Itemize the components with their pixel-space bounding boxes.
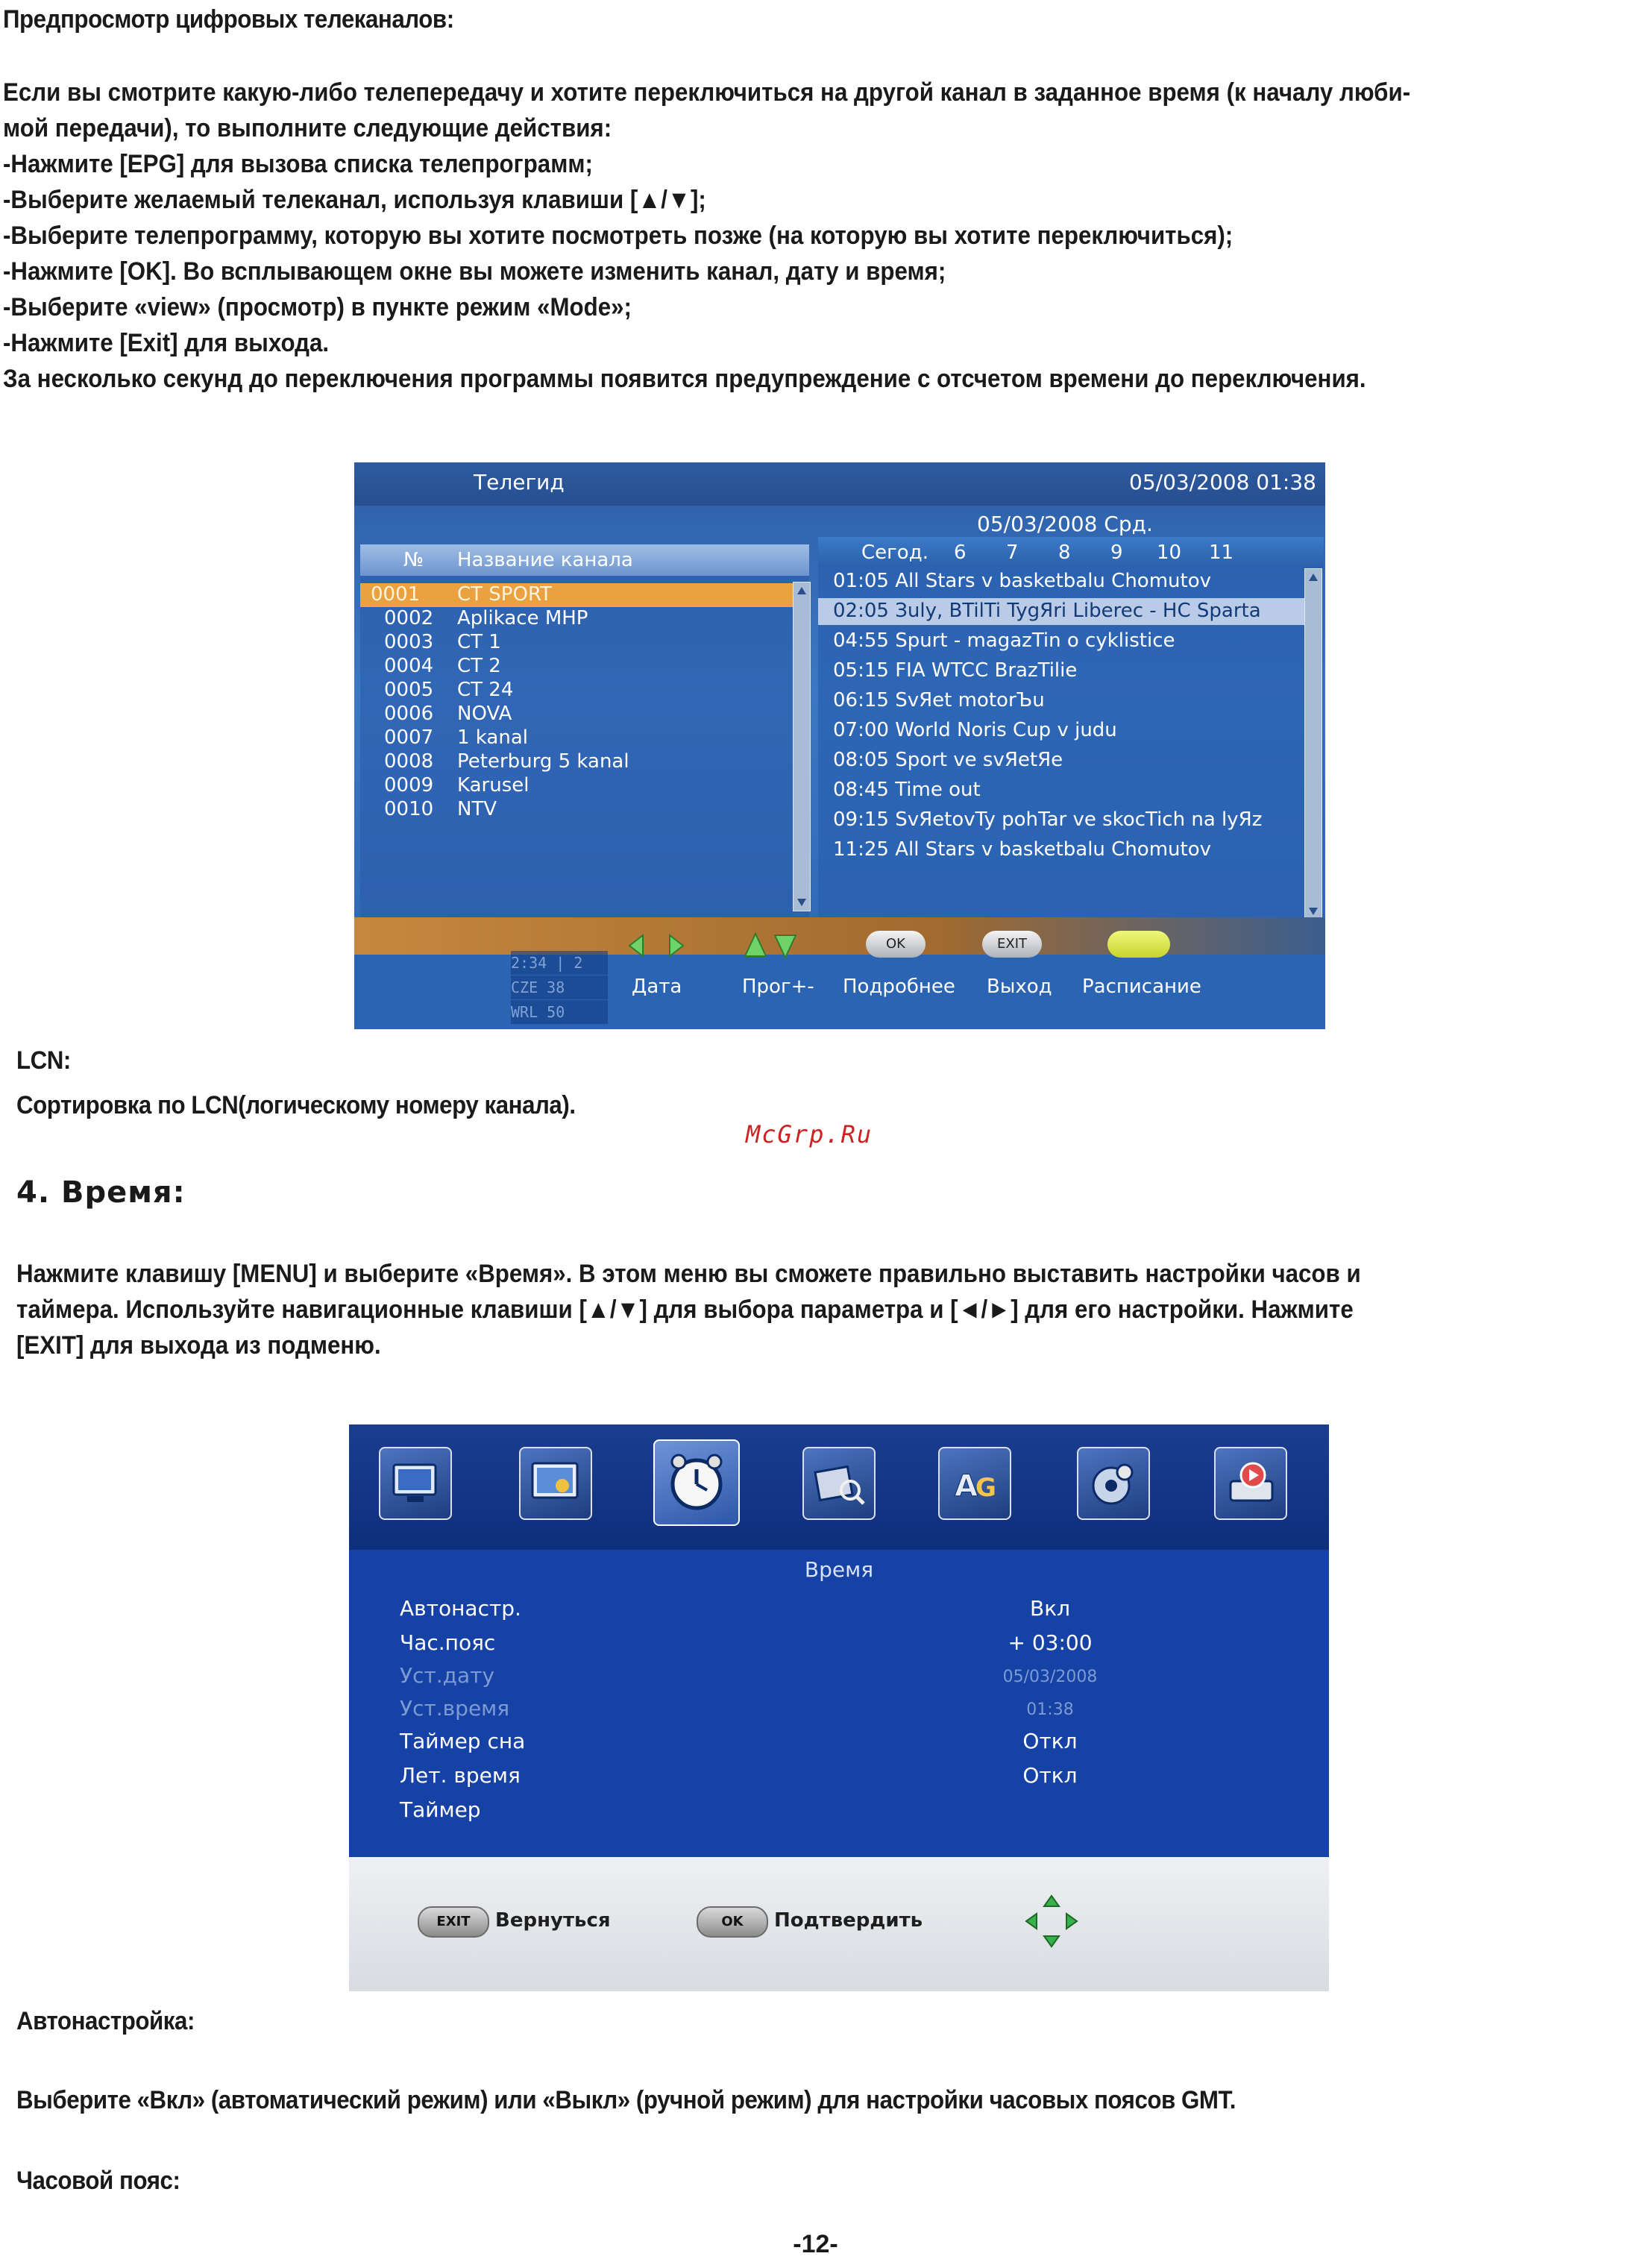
scroll-arrows-icon — [793, 582, 810, 911]
instruction-line: -Нажмите [OK]. Во всплывающем окне вы можете изменить канал, дату и время; — [3, 257, 946, 286]
channel-row[interactable]: 0004 CT 2 — [384, 655, 501, 677]
epg-selected-date: 05/03/2008 Срд. — [977, 512, 1153, 536]
instruction-line: -Выберите телепрограмму, которую вы хотите посмотреть позже (на которую вы хотите переключиться); — [3, 222, 1234, 250]
help-label-date: Дата — [632, 976, 682, 998]
instruction-line: -Выберите «view» (просмотр) в пункте режим «Mode»; — [3, 293, 632, 321]
help-label-prog: Прог+- — [742, 976, 814, 998]
program-scrollbar[interactable] — [1304, 568, 1322, 920]
return-label: Вернуться — [495, 1909, 611, 1932]
day-tabs — [818, 537, 1324, 565]
menu-value-dst[interactable]: Откл — [1022, 1763, 1078, 1788]
day-tab[interactable]: 6 — [954, 541, 967, 564]
menu-item-set-date: Уст.дату — [400, 1663, 495, 1688]
menu-item-set-time: Уст.время — [400, 1696, 510, 1721]
auto-setting-text: Выберите «Вкл» (автоматический режим) или «Выкл» (ручной режим) для настройки часовых поясов GMT. — [16, 2086, 1236, 2114]
menu-value-sleep-timer[interactable]: Откл — [1022, 1729, 1078, 1753]
up-down-arrows-icon — [741, 931, 800, 961]
picture-settings-icon[interactable] — [519, 1447, 592, 1520]
channel-row[interactable]: 0010 NTV — [384, 798, 497, 820]
channel-row[interactable]: 0001 CT SPORT — [360, 583, 793, 607]
program-list — [818, 537, 1324, 925]
page-number: -12- — [793, 2230, 838, 2258]
section-heading-time: 4. Время: — [16, 1175, 186, 1210]
parental-lock-icon[interactable] — [938, 1447, 1011, 1520]
program-row[interactable]: 09:15 SvЯetovTy pohTar ve skocTich na lyЯz — [833, 808, 1263, 831]
clock-icon[interactable] — [653, 1439, 740, 1526]
ok-button[interactable]: OK — [866, 931, 926, 958]
scroll-arrows-icon — [1305, 569, 1322, 920]
program-row[interactable]: 07:00 World Noris Cup v judu — [833, 719, 1117, 741]
day-tab[interactable]: Сегод. — [861, 541, 928, 564]
instruction-line: [EXIT] для выхода из подменю. — [16, 1331, 381, 1360]
instruction-line: Нажмите клавишу [MENU] и выберите «Время». В этом меню вы сможете правильно выставить настройки часов и — [16, 1260, 1361, 1288]
channel-row[interactable]: 0009 Karusel — [384, 774, 529, 797]
exit-button[interactable]: EXIT — [982, 931, 1042, 958]
day-tab[interactable]: 7 — [1006, 541, 1019, 564]
day-tab[interactable]: 9 — [1110, 541, 1123, 564]
time-menu-panel — [349, 1550, 1329, 1857]
time-menu-help-bar — [349, 1857, 1329, 1991]
menu-item-dst[interactable]: Лет. время — [400, 1763, 521, 1788]
menu-item-sleep-timer[interactable]: Таймер сна — [400, 1729, 526, 1753]
channel-row[interactable]: 0007 1 kanal — [384, 726, 528, 749]
instruction-line: За несколько секунд до переключения программы появится предупреждение с отсчетом времени до переключения. — [3, 365, 1366, 393]
epg-title: Телегид — [474, 470, 565, 494]
lcn-heading: LCN: — [16, 1046, 71, 1075]
program-row[interactable]: 08:05 Sport ve svЯetЯe — [833, 749, 1063, 771]
instruction-line: -Нажмите [EPG] для вызова списка телепрограмм; — [3, 150, 593, 178]
section-heading-preview: Предпросмотр цифровых телеканалов: — [3, 5, 454, 34]
program-row[interactable]: 08:45 Time out — [833, 779, 981, 801]
time-menu-screenshot — [349, 1424, 1329, 1991]
day-tab[interactable]: 10 — [1157, 541, 1182, 564]
help-label-exit: Выход — [987, 976, 1052, 998]
lcn-text: Сортировка по LCN(логическому номеру канала). — [16, 1091, 576, 1119]
program-row[interactable]: 06:15 SvЯet motorЪu — [833, 689, 1045, 712]
svg-text:G: G — [975, 1473, 996, 1503]
channel-row[interactable]: 0008 Peterburg 5 kanal — [384, 750, 629, 773]
col-number: № — [403, 549, 424, 571]
channel-row[interactable]: 0003 CT 1 — [384, 631, 501, 653]
menu-value-auto[interactable]: Вкл — [1029, 1596, 1071, 1621]
instruction-line: -Выберите желаемый телеканал, используя клавиши [▲/▼]; — [3, 186, 706, 214]
channel-row[interactable]: 0005 CT 24 — [384, 679, 514, 701]
program-row[interactable]: 04:55 Spurt - magazTin o cyklistice — [833, 629, 1175, 652]
help-label-details: Подробнее — [843, 976, 955, 998]
instruction-line: мой передачи), то выполните следующие действия: — [3, 114, 612, 142]
menu-icon-bar — [349, 1424, 1329, 1550]
time-instructions — [16, 1256, 1361, 1363]
system-settings-icon[interactable] — [1077, 1447, 1150, 1520]
options-icon[interactable] — [802, 1447, 876, 1520]
watermark: McGrp.Ru — [746, 1120, 873, 1149]
auto-setting-heading: Автонастройка: — [16, 2007, 195, 2035]
usb-media-icon[interactable] — [1214, 1447, 1287, 1520]
channel-scrollbar[interactable] — [793, 582, 811, 911]
help-label-schedule: Расписание — [1082, 976, 1201, 998]
confirm-label: Подтвердить — [774, 1909, 923, 1932]
col-channel-name: Название канала — [457, 549, 633, 571]
day-tab[interactable]: 11 — [1209, 541, 1234, 564]
ok-pill-button[interactable]: OK — [697, 1906, 768, 1938]
menu-item-auto[interactable]: Автонастр. — [400, 1596, 521, 1621]
preview-instructions — [3, 75, 1410, 397]
menu-item-timezone[interactable]: Час.пояс — [400, 1630, 496, 1655]
instruction-line: таймера. Используйте навигационные клавиши [▲/▼] для выбора параметра и [◄/►] для его настройки. Нажмите — [16, 1295, 1354, 1324]
program-row[interactable]: 02:05 Зuly, BTilTi TygЯri Liberec - HC Sparta — [818, 598, 1310, 625]
left-right-arrows-icon — [626, 931, 686, 961]
timezone-heading: Часовой пояс: — [16, 2167, 180, 2195]
menu-value-timezone[interactable]: + 03:00 — [1008, 1630, 1093, 1655]
program-row[interactable]: 01:05 All Stars v basketbalu Chomutov — [833, 570, 1212, 592]
program-row[interactable]: 11:25 All Stars v basketbalu Chomutov — [833, 838, 1212, 861]
navigation-arrows-icon — [1023, 1893, 1080, 1950]
menu-item-timer[interactable]: Таймер — [400, 1797, 481, 1822]
epg-screenshot — [354, 462, 1325, 1029]
channel-row[interactable]: 0006 NOVA — [384, 703, 512, 725]
channel-list-header — [360, 544, 809, 576]
day-tab[interactable]: 8 — [1058, 541, 1071, 564]
exit-pill-button[interactable]: EXIT — [418, 1906, 489, 1938]
menu-value-set-date: 05/03/2008 — [1002, 1668, 1098, 1686]
channel-row[interactable]: 0002 Aplikace MHP — [384, 607, 588, 629]
instruction-line: -Нажмите [Exit] для выхода. — [3, 329, 330, 357]
program-row[interactable]: 05:15 FIA WTCC BrazTilie — [833, 659, 1078, 682]
channel-list — [360, 544, 809, 917]
time-menu-title: Время — [804, 1557, 874, 1582]
epg-datetime: 05/03/2008 01:38 — [1129, 470, 1316, 494]
instruction-line: Если вы смотрите какую-либо телепередачу и хотите переключиться на другой канал в заданное время (к началу люби- — [3, 78, 1411, 107]
svg-text:A: A — [955, 1469, 978, 1504]
channel-manager-icon[interactable] — [379, 1447, 452, 1520]
score-overlay: 2:34 | 2 CZE 38 WRL 50 — [511, 951, 608, 1025]
schedule-yellow-button[interactable] — [1107, 931, 1170, 958]
menu-value-set-time: 01:38 — [1026, 1700, 1074, 1719]
